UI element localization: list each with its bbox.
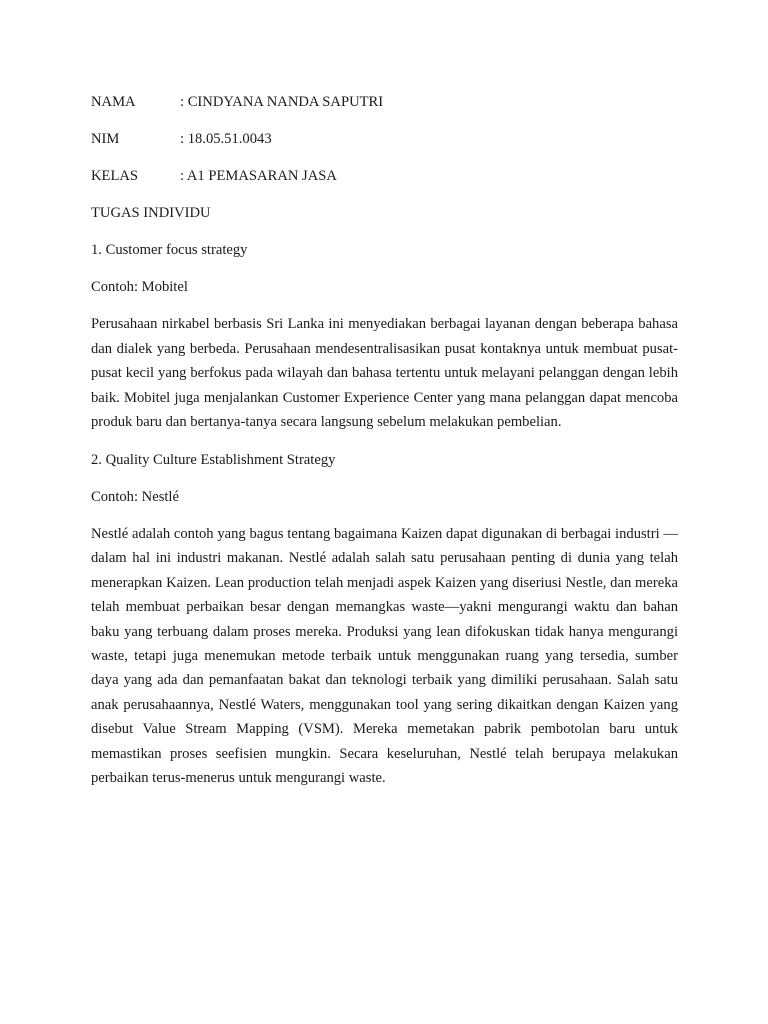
- class-value: : A1 PEMASARAN JASA: [180, 168, 337, 184]
- section-2-example: Contoh: Nestlé: [91, 488, 179, 505]
- section-2-body: Nestlé adalah contoh yang bagus tentang bagaimana Kaizen dapat digunakan di berbagai industri —dalam hal ini industri makanan. Nestlé adalah salah satu perusahaan penting di dunia yang telah menerapkan Kaizen. Lean production telah menjadi aspek Kaizen yang diseriusi Nestle, dan mereka telah membuat perbaikan besar dengan memangkas waste—yakni mengurangi waktu dan bahan baku yang terbuang dalam proses mereka. Produksi yang lean difokuskan tidak hanya mengurangi waste, tetapi juga menemukan metode terbaik untuk menggunakan ruang yang tersedia, sumber daya yang ada dan pemanfaatan bakat dan teknologi terbaik yang dimiliki perusahaan. Salah satu anak perusahaannya, Nestlé Waters, menggunakan tool yang sering dikaitkan dengan Kaizen yang disebut Value Stream Mapping (VSM). Mereka memetakan pabrik pembotolan baru untuk memastikan proses seefisien mungkin. Secara keseluruhan, Nestlé telah berupaya melakukan perbaikan terus-menerus untuk mengurangi waste.: [91, 525, 678, 787]
- nim-row: [91, 127, 678, 151]
- nim-label: NIM: [91, 131, 120, 147]
- section-1-body: Perusahaan nirkabel berbasis Sri Lanka ini menyediakan berbagai layanan dengan beberapa bahasa dan dialek yang berbeda. Perusahaan mendesentralisasikan pusat kontaknya untuk membuat pusat-pusat kecil yang berfokus pada wilayah dan bahasa tertentu untuk melayani pelanggan dengan lebih baik. Mobitel juga menjalankan Customer Experience Center yang mana pelanggan dapat mencoba produk baru dan bertanya-tanya secara langsung sebelum melakukan pembelian.: [91, 316, 678, 431]
- class-row: [91, 164, 678, 188]
- class-label: KELAS: [91, 168, 139, 184]
- section-2-heading: 2. Quality Culture Establishment Strategy: [91, 451, 336, 468]
- nim-value: : 18.05.51.0043: [180, 131, 272, 147]
- name-row: [91, 90, 678, 114]
- assignment-title: TUGAS INDIVIDU: [91, 205, 211, 221]
- section-1-heading: 1. Customer focus strategy: [91, 242, 248, 258]
- document-content: [91, 90, 678, 803]
- name-value: : CINDYANA NANDA SAPUTRI: [180, 94, 384, 110]
- section-1-example: Contoh: Mobitel: [91, 279, 188, 295]
- name-label: NAMA: [91, 94, 136, 110]
